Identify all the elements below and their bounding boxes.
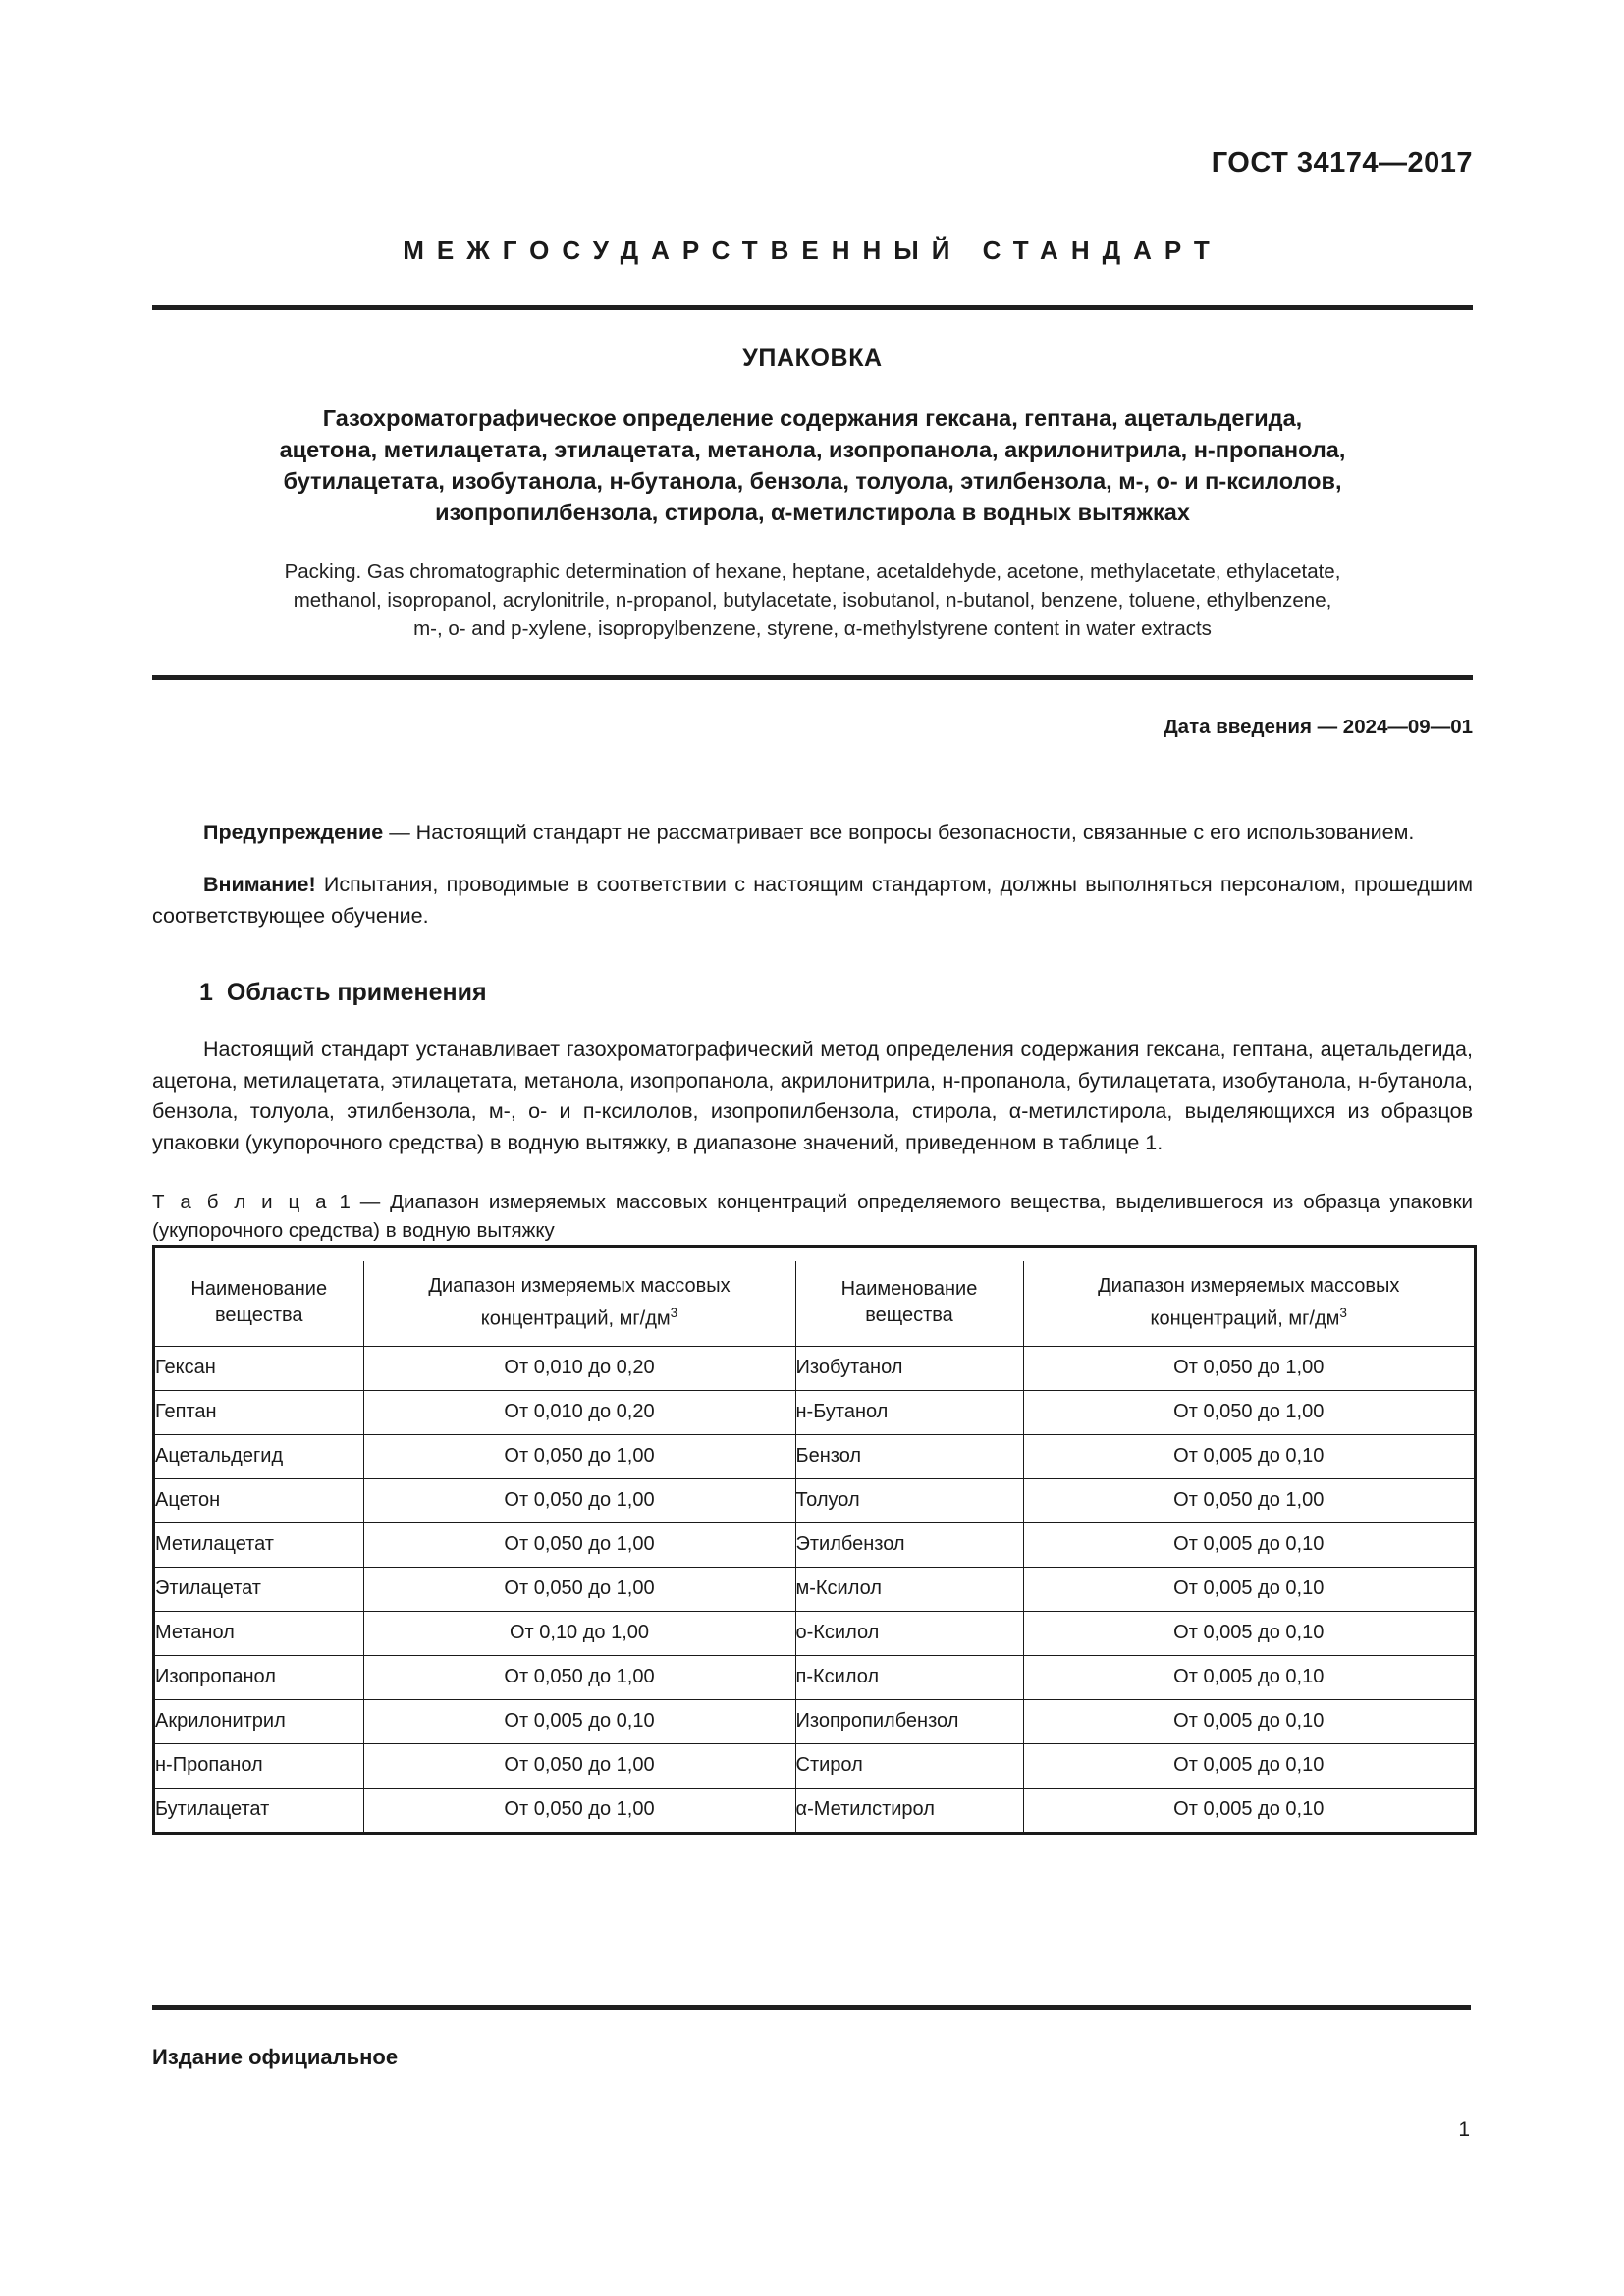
table-header-row [155, 1261, 1474, 1346]
table-row [155, 1434, 1474, 1478]
cell-range-right: От 0,005 до 0,10 [1023, 1567, 1474, 1611]
table-row [155, 1478, 1474, 1522]
attention-paragraph [152, 870, 1473, 932]
cell-range-left: От 0,005 до 0,10 [363, 1699, 795, 1743]
cell-range-left: От 0,10 до 1,00 [363, 1611, 795, 1655]
table-caption-label: Т а б л и ц а [152, 1191, 330, 1213]
page-content [152, 0, 1473, 1840]
table-row [155, 1788, 1474, 1832]
header-range-line1: Диапазон измеряемых массовых [1098, 1275, 1400, 1297]
table-row [155, 1567, 1474, 1611]
warning-text: — Настоящий стандарт не рассматривает все вопросы безопасности, связанные с его использованием. [383, 821, 1415, 844]
table-1-header [155, 1261, 1474, 1346]
header-divider-top [152, 305, 1473, 310]
introduction-date: Дата введения — 2024—09—01 [1164, 716, 1473, 738]
cell-substance-right: Стирол [795, 1743, 1023, 1788]
title-russian [152, 402, 1473, 528]
cell-substance-left: Бутилацетат [155, 1788, 363, 1832]
title-ru-line: Газохроматографическое определение содержания гексана, гептана, ацетальдегида, [322, 405, 1303, 431]
section-1-title: Область применения [226, 979, 487, 1006]
cell-range-right: От 0,005 до 0,10 [1023, 1655, 1474, 1699]
title-en-line: Packing. Gas chromatographic determination of hexane, heptane, acetaldehyde, acetone, methylacetate, ethylacetate, [284, 561, 1341, 583]
warning-paragraph [152, 818, 1473, 849]
cell-substance-right: Изобутанол [795, 1346, 1023, 1390]
warnings-block [152, 818, 1473, 932]
section-1-paragraph: Настоящий стандарт устанавливает газохроматографический метод определения содержания гексана, гептана, ацетальдегида, ацетона, метилацетата, этилацетата, метанола, изопропанола, акрилонитрила, н-пропанола, бутилацетата, изобутанола, н-бутанола, бензола, толуола, этилбензола, м-, о- и п-ксилолов, изопропилбензола, стирола, α-метилстирола, выделяющихся из образцов упаковки (укупорочного средства) в водную вытяжку, в диапазоне значений, приведенном в таблице 1. [152, 1038, 1473, 1154]
header-range-sup: 3 [670, 1306, 678, 1320]
cell-substance-right: м-Ксилол [795, 1567, 1023, 1611]
table-row [155, 1611, 1474, 1655]
cell-substance-left: Гексан [155, 1346, 363, 1390]
table-1-caption [152, 1188, 1473, 1245]
table-caption-number: 1 [339, 1191, 351, 1213]
footer-divider [152, 2005, 1471, 2010]
cell-substance-left: Изопропанол [155, 1655, 363, 1699]
cell-range-left: От 0,010 до 0,20 [363, 1346, 795, 1390]
cell-substance-left: Ацетальдегид [155, 1434, 363, 1478]
title-english [152, 558, 1473, 643]
cell-range-right: От 0,005 до 0,10 [1023, 1699, 1474, 1743]
cell-substance-right: н-Бутанол [795, 1390, 1023, 1434]
warning-label: Предупреждение [203, 821, 384, 844]
cell-range-right: От 0,050 до 1,00 [1023, 1346, 1474, 1390]
cell-substance-right: о-Ксилол [795, 1611, 1023, 1655]
header-range-line1: Диапазон измеряемых массовых [428, 1275, 731, 1297]
cell-range-right: От 0,005 до 0,10 [1023, 1743, 1474, 1788]
cell-substance-right: Бензол [795, 1434, 1023, 1478]
table-row [155, 1522, 1474, 1567]
table-row [155, 1655, 1474, 1699]
cell-substance-left: Метилацетат [155, 1522, 363, 1567]
gost-number: ГОСТ 34174—2017 [1211, 147, 1473, 179]
table-caption-text: — Диапазон измеряемых массовых концентраций определяемого вещества, выделившегося из образца упаковки (укупорочного средства) в водную вытяжку [152, 1191, 1473, 1242]
cell-range-right: От 0,005 до 0,10 [1023, 1522, 1474, 1567]
cell-range-right: От 0,050 до 1,00 [1023, 1390, 1474, 1434]
cell-substance-right: α-Метилстирол [795, 1788, 1023, 1832]
edition-label: Издание официальное [152, 2045, 399, 2069]
section-1-heading [152, 979, 1473, 1007]
table-row [155, 1390, 1474, 1434]
cell-range-right: От 0,050 до 1,00 [1023, 1478, 1474, 1522]
cell-substance-left: н-Пропанол [155, 1743, 363, 1788]
title-en-line: methanol, isopropanol, acrylonitrile, n-propanol, butylacetate, isobutanol, n-butanol, benzene, toluene, ethylbenzene, [293, 589, 1332, 612]
standard-kind-heading: МЕЖГОСУДАРСТВЕННЫЙ СТАНДАРТ [403, 236, 1222, 265]
cell-range-left: От 0,050 до 1,00 [363, 1743, 795, 1788]
cell-range-left: От 0,050 до 1,00 [363, 1434, 795, 1478]
cell-range-right: От 0,005 до 0,10 [1023, 1611, 1474, 1655]
cell-substance-left: Метанол [155, 1611, 363, 1655]
section-1-number: 1 [199, 979, 213, 1006]
cell-range-right: От 0,005 до 0,10 [1023, 1434, 1474, 1478]
table-1 [155, 1261, 1474, 1832]
cell-range-left: От 0,050 до 1,00 [363, 1522, 795, 1567]
table-1-container [152, 1245, 1477, 1835]
header-range-line2: концентраций, мг/дм [1150, 1308, 1340, 1330]
header-divider-bottom [152, 675, 1473, 680]
table-row [155, 1743, 1474, 1788]
header-range-left [363, 1261, 795, 1346]
cell-substance-left: Этилацетат [155, 1567, 363, 1611]
header-range-right [1023, 1261, 1474, 1346]
cell-substance-left: Акрилонитрил [155, 1699, 363, 1743]
title-en-line: m-, o- and p-xylene, isopropylbenzene, styrene, α-methylstyrene content in water extracts [413, 617, 1212, 640]
document-type-title: УПАКОВКА [742, 345, 883, 372]
cell-range-right: От 0,005 до 0,10 [1023, 1788, 1474, 1832]
table-row [155, 1346, 1474, 1390]
attention-label: Внимание! [203, 873, 316, 896]
title-ru-line: бутилацетата, изобутанола, н-бутанола, бензола, толуола, этилбензола, м-, о- и п-ксилолов, [283, 468, 1342, 494]
table-1-body [155, 1346, 1474, 1832]
title-ru-line: ацетона, метилацетата, этилацетата, метанола, изопропанола, акрилонитрила, н-пропанола, [279, 437, 1346, 462]
cell-substance-right: Этилбензол [795, 1522, 1023, 1567]
header-substance-right: Наименование вещества [795, 1261, 1023, 1346]
cell-range-left: От 0,050 до 1,00 [363, 1478, 795, 1522]
cell-substance-right: Изопропилбензол [795, 1699, 1023, 1743]
cell-range-left: От 0,050 до 1,00 [363, 1788, 795, 1832]
table-row [155, 1699, 1474, 1743]
cell-substance-right: Толуол [795, 1478, 1023, 1522]
header-substance-left: Наименование вещества [155, 1261, 363, 1346]
attention-text: Испытания, проводимые в соответствии с настоящим стандартом, должны выполняться персоналом, прошедшим соответствующее обучение. [152, 873, 1473, 928]
cell-range-left: От 0,050 до 1,00 [363, 1655, 795, 1699]
cell-substance-left: Ацетон [155, 1478, 363, 1522]
title-ru-line: изопропилбензола, стирола, α-метилстирола в водных вытяжках [435, 500, 1190, 525]
cell-substance-left: Гептан [155, 1390, 363, 1434]
page-number: 1 [1458, 2118, 1470, 2141]
cell-range-left: От 0,050 до 1,00 [363, 1567, 795, 1611]
cell-range-left: От 0,010 до 0,20 [363, 1390, 795, 1434]
header-range-line2: концентраций, мг/дм [480, 1308, 671, 1330]
cell-substance-right: п-Ксилол [795, 1655, 1023, 1699]
header-range-sup: 3 [1339, 1306, 1347, 1320]
